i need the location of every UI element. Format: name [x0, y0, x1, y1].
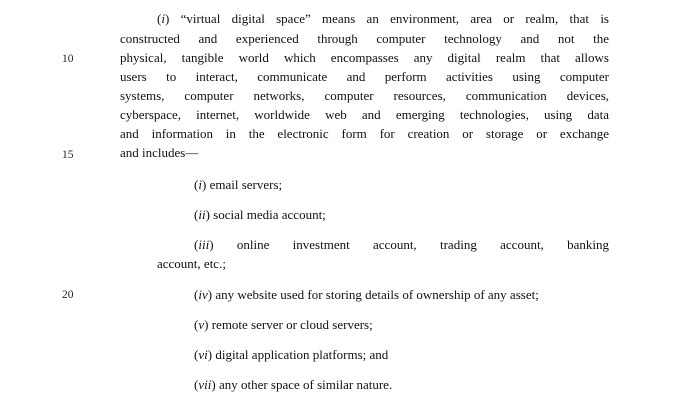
- line-number-20: 20: [62, 289, 74, 301]
- list-item: [194, 238, 609, 251]
- clause-line-2: constructed and experienced through computer technology and not the: [120, 31, 609, 46]
- clause-line-4: users to interact, communicate and perform activities using computer: [120, 69, 609, 84]
- clause-line-1: [157, 12, 609, 25]
- item-marker: (vi): [194, 347, 213, 362]
- clause-line-5: systems, computer networks, computer resources, communication devices,: [120, 88, 609, 103]
- list-item: [194, 178, 282, 191]
- list-item: [194, 378, 392, 391]
- list-item: [194, 348, 388, 361]
- item-text: email servers;: [209, 177, 283, 192]
- clause-line-3: physical, tangible world which encompasses any digital realm that allows: [120, 50, 609, 65]
- item-text: digital application platforms; and: [215, 347, 389, 362]
- item-text: social media account;: [213, 207, 326, 222]
- list-item: [194, 208, 326, 221]
- item-marker: (iii): [194, 237, 214, 252]
- item-marker: (i): [194, 177, 207, 192]
- item-text: any other space of similar nature.: [218, 377, 393, 392]
- clause-line-6: cyberspace, internet, worldwide web and emerging technologies, using data: [120, 107, 609, 122]
- item-text: any website used for storing details of ownership of any asset;: [215, 287, 539, 302]
- list-item: [194, 288, 539, 301]
- clause-marker: (i): [157, 11, 170, 26]
- item-marker: (vii): [194, 377, 216, 392]
- line-number-10: 10: [62, 53, 74, 65]
- item-text: remote server or cloud servers;: [211, 317, 373, 332]
- clause-line-8: and includes—: [120, 145, 199, 160]
- clause-text: “virtual digital space” means an environment, area or realm, that is: [180, 11, 609, 26]
- item-marker: (v): [194, 317, 209, 332]
- list-item: [194, 318, 373, 331]
- clause-line-7: and information in the electronic form for creation or storage or exchange: [120, 126, 609, 141]
- list-item-continuation: account, etc.;: [157, 256, 226, 271]
- item-marker: (iv): [194, 287, 213, 302]
- item-marker: (ii): [194, 207, 210, 222]
- item-text: online investment account, trading account, banking: [236, 237, 609, 252]
- line-number-15: 15: [62, 149, 74, 161]
